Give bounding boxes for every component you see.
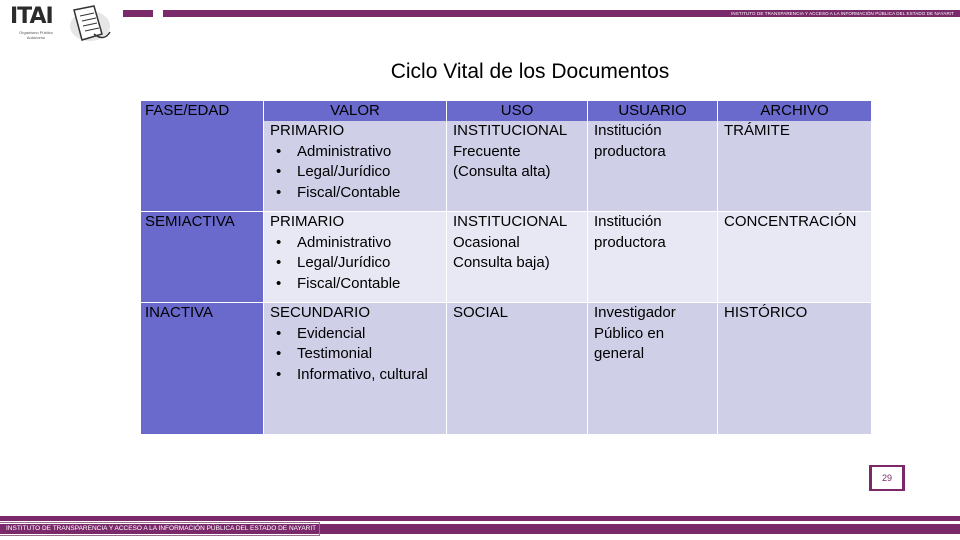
page-number: 29 [872, 467, 902, 489]
list-item: • Administrativo [270, 142, 446, 163]
list-item: • Fiscal/Contable [270, 183, 446, 204]
column-header-archivo: ARCHIVO [718, 101, 871, 121]
table-cell [264, 101, 447, 212]
table-cell [588, 101, 718, 212]
list-item: • Legal/Jurídico [270, 253, 446, 274]
life-cycle-table [140, 100, 872, 435]
column-header-uso: USO [447, 101, 587, 121]
table-cell [588, 212, 718, 303]
column-header-usuario: USUARIO [588, 101, 717, 121]
table-cell [264, 303, 447, 435]
table-cell [447, 212, 588, 303]
table-row [141, 303, 872, 435]
table-row [141, 212, 872, 303]
uso-line: Consulta baja) [453, 254, 550, 271]
table-cell [718, 212, 872, 303]
column-header-fase: FASE/EDAD [141, 101, 263, 121]
usuario-line: Institución [594, 122, 662, 139]
uso-line: Ocasional [453, 233, 520, 251]
usuario-line: productora [594, 233, 666, 251]
table-cell [718, 303, 872, 435]
valor-heading: PRIMARIO [270, 122, 345, 139]
itai-logo [8, 4, 108, 44]
uso-line: INSTITUCIONAL [453, 213, 568, 230]
uso-line: (Consulta alta) [453, 163, 551, 180]
usuario-line: general [594, 345, 645, 362]
archivo-value: CONCENTRACIÓN [724, 213, 857, 230]
list-item: • Evidencial [270, 324, 446, 345]
document-scroll-icon [64, 4, 112, 44]
uso-line: INSTITUCIONAL [453, 122, 568, 139]
usuario-line: Institución [594, 213, 662, 230]
table-row [141, 101, 872, 212]
uso-line: Frecuente [453, 142, 521, 160]
logo-text: ITAI [10, 4, 53, 29]
usuario-line: productora [594, 142, 666, 160]
top-bar-text: INSTITUTO DE TRANSPARENCIA Y ACCESO A LA INFORMACIÓN PÚBLICA DEL ESTADO DE NAYARIT [731, 11, 954, 16]
logo-subtitle: Organismo Público Autónomo [19, 30, 53, 40]
archivo-value: HISTÓRICO [724, 304, 808, 321]
fase-cell: INACTIVA [141, 303, 264, 435]
table-cell [447, 303, 588, 435]
list-item: • Fiscal/Contable [270, 274, 446, 295]
archivo-value: TRÁMITE [724, 122, 790, 139]
page-title: Ciclo Vital de los Documentos [390, 60, 670, 83]
uso-line: SOCIAL [453, 304, 509, 321]
table-cell [588, 303, 718, 435]
list-item: • Legal/Jurídico [270, 162, 446, 183]
table-cell [141, 101, 264, 212]
footer-text: INSTITUTO DE TRANSPARENCIA Y ACCESO A LA INFORMACIÓN PÚBLICA DEL ESTADO DE NAYARIT [6, 525, 317, 532]
list-item: • Informativo, cultural [270, 365, 446, 386]
column-header-valor: VALOR [264, 101, 446, 121]
table-cell [264, 212, 447, 303]
table-cell [718, 101, 872, 212]
usuario-line: Público en [594, 324, 665, 342]
valor-heading: PRIMARIO [270, 213, 345, 230]
list-item: • Testimonial [270, 344, 446, 365]
table-cell [447, 101, 588, 212]
bottom-bar [0, 516, 960, 521]
valor-heading: SECUNDARIO [270, 304, 371, 321]
list-item: • Administrativo [270, 233, 446, 254]
top-bar-segment [123, 10, 153, 17]
fase-cell: SEMIACTIVA [141, 212, 264, 303]
usuario-line: Investigador [594, 304, 676, 321]
